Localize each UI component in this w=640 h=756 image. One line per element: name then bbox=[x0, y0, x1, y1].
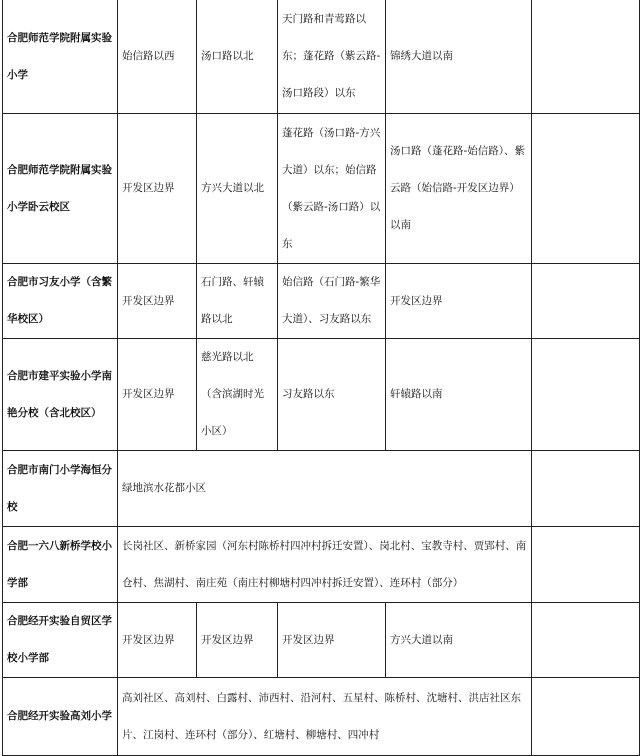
boundary-east-cell: 习友路以东 bbox=[278, 339, 386, 451]
table-row bbox=[3, 114, 640, 264]
table-row bbox=[3, 339, 640, 451]
table-row bbox=[3, 527, 640, 603]
empty-cell bbox=[532, 527, 640, 603]
school-name-cell: 合肥一六八新桥学校小学部 bbox=[3, 527, 118, 603]
zone-description-cell: 长岗社区、新桥家园（河东村陈桥村四冲村拆迁安置）、岗北村、宝教寺村、贾郢村、南仓村、焦湖村、南庄苑（南庄村柳塘村四冲村拆迁安置）、连环村（部分） bbox=[118, 527, 532, 603]
table-row bbox=[3, 0, 640, 114]
boundary-east-cell: 始信路（石门路-繁华大道）、习友路以东 bbox=[278, 264, 386, 339]
boundary-east-cell: 天门路和青莺路以东；蓬花路（紫云路-汤口路段）以东 bbox=[278, 0, 386, 114]
boundary-south-cell: 方兴大道以北 bbox=[197, 114, 278, 264]
boundary-west-cell: 开发区边界 bbox=[118, 264, 197, 339]
boundary-south-cell: 慈光路以北（含滨湖时光小区） bbox=[197, 339, 278, 451]
school-name-cell: 合肥师范学院附属实验小学 bbox=[3, 0, 118, 114]
empty-cell bbox=[532, 603, 640, 678]
empty-cell bbox=[532, 339, 640, 451]
boundary-north-cell: 开发区边界 bbox=[386, 264, 532, 339]
boundary-east-cell: 开发区边界 bbox=[278, 603, 386, 678]
school-name-cell: 合肥经开实验高刘小学 bbox=[3, 678, 118, 756]
empty-cell bbox=[532, 451, 640, 527]
boundary-north-cell: 锦绣大道以南 bbox=[386, 0, 532, 114]
boundary-west-cell: 开发区边界 bbox=[118, 114, 197, 264]
school-name-cell: 合肥市南门小学海恒分校 bbox=[3, 451, 118, 527]
boundary-north-cell: 方兴大道以南 bbox=[386, 603, 532, 678]
boundary-north-cell: 轩辕路以南 bbox=[386, 339, 532, 451]
empty-cell bbox=[532, 264, 640, 339]
empty-cell bbox=[532, 114, 640, 264]
boundary-east-cell: 蓬花路（汤口路-方兴大道）以东；始信路（紫云路-汤口路）以东 bbox=[278, 114, 386, 264]
enrollment-zone-table bbox=[2, 0, 640, 756]
table-row bbox=[3, 603, 640, 678]
boundary-south-cell: 开发区边界 bbox=[197, 603, 278, 678]
table-row bbox=[3, 451, 640, 527]
table-row bbox=[3, 264, 640, 339]
empty-cell bbox=[532, 0, 640, 114]
school-name-cell: 合肥市建平实验小学南艳分校（含北校区） bbox=[3, 339, 118, 451]
boundary-north-cell: 汤口路（蓬花路-始信路）、紫云路（始信路-开发区边界）以南 bbox=[386, 114, 532, 264]
boundary-west-cell: 始信路以西 bbox=[118, 0, 197, 114]
school-name-cell: 合肥师范学院附属实验小学卧云校区 bbox=[3, 114, 118, 264]
boundary-west-cell: 开发区边界 bbox=[118, 339, 197, 451]
boundary-south-cell: 汤口路以北 bbox=[197, 0, 278, 114]
empty-cell bbox=[532, 678, 640, 756]
school-name-cell: 合肥经开实验自贸区学校小学部 bbox=[3, 603, 118, 678]
boundary-west-cell: 开发区边界 bbox=[118, 603, 197, 678]
boundary-south-cell: 石门路、轩辕路以北 bbox=[197, 264, 278, 339]
zone-description-cell: 高刘社区、高刘村、白露村、沛西村、沿河村、五星村、陈桥村、沈塘村、洪店社区东片、江岗村、连环村（部分）、红塘村、柳塘村、四冲村 bbox=[118, 678, 532, 756]
zone-description-cell: 绿地滨水花都小区 bbox=[118, 451, 532, 527]
table-row bbox=[3, 678, 640, 756]
school-name-cell: 合肥市习友小学（含繁华校区） bbox=[3, 264, 118, 339]
